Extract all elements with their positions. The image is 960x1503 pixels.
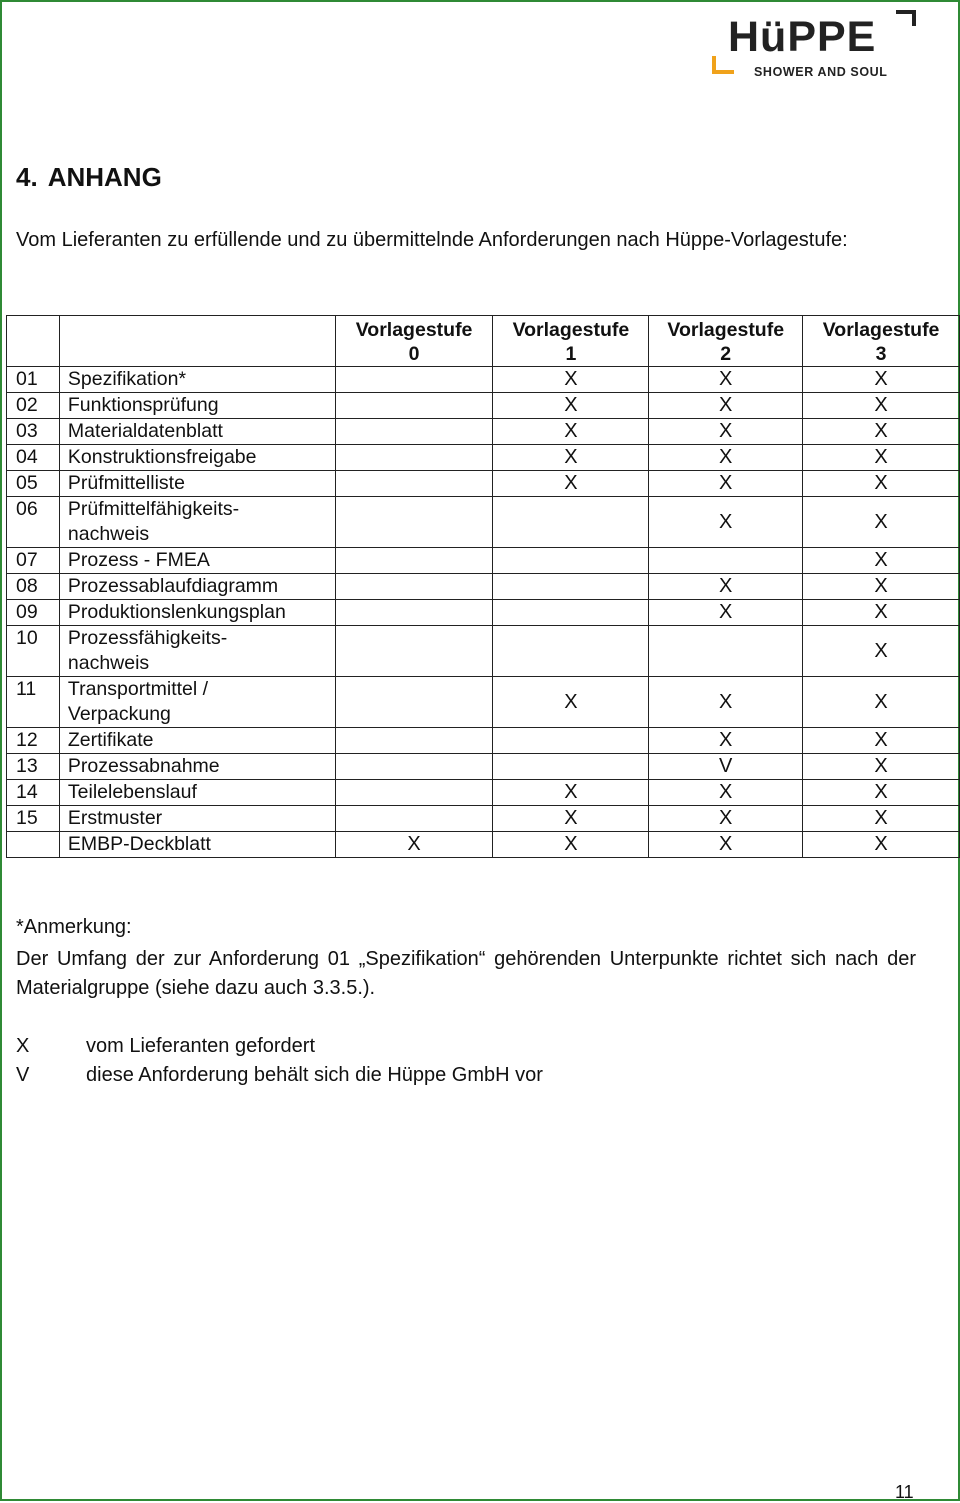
header-level-2: Vorlagestufe 2 [649,316,803,367]
requirement-mark-level-0 [335,393,493,419]
row-number: 06 [7,497,60,548]
requirement-mark-level-0 [335,754,493,780]
header-level-3: Vorlagestufe 3 [803,316,960,367]
requirement-mark-level-1: X [493,445,649,471]
requirement-mark-level-1 [493,600,649,626]
row-label: Prozessabnahme [59,754,335,780]
section-heading [16,162,162,193]
row-number: 08 [7,574,60,600]
requirement-mark-level-2: X [649,497,803,548]
logo-wordmark: HüPPE [728,13,877,61]
requirement-mark-level-0 [335,780,493,806]
table-body [7,367,960,858]
requirement-mark-level-1 [493,626,649,677]
table-row [7,728,960,754]
header-level-1: Vorlagestufe 1 [493,316,649,367]
requirement-mark-level-0 [335,548,493,574]
table-row [7,419,960,445]
row-number: 02 [7,393,60,419]
row-label: Materialdatenblatt [59,419,335,445]
requirement-mark-level-2: X [649,832,803,858]
requirement-mark-level-3: X [803,367,960,393]
requirement-mark-level-2 [649,548,803,574]
table-row [7,806,960,832]
row-number: 05 [7,471,60,497]
table-row [7,471,960,497]
table-row [7,393,960,419]
page-number: 11 [895,1482,914,1502]
requirement-mark-level-3: X [803,548,960,574]
requirement-mark-level-0 [335,600,493,626]
requirement-mark-level-1: X [493,471,649,497]
requirements-table [6,315,960,858]
row-number: 01 [7,367,60,393]
requirement-mark-level-2: X [649,600,803,626]
legend-item [16,1061,543,1090]
requirement-mark-level-0: X [335,832,493,858]
note-label: *Anmerkung: [16,916,132,938]
requirement-mark-level-2: X [649,728,803,754]
table-row [7,600,960,626]
requirement-mark-level-3: X [803,445,960,471]
table-row [7,780,960,806]
requirement-mark-level-0 [335,728,493,754]
requirement-mark-level-3: X [803,832,960,858]
table-row [7,626,960,677]
row-number: 11 [7,677,60,728]
table-row [7,367,960,393]
intro-paragraph: Vom Lieferanten zu erfüllende und zu übermittelnde Anforderungen nach Hüppe-Vorlagestufe: [16,229,848,251]
requirement-mark-level-2: V [649,754,803,780]
row-label: Produktionslenkungsplan [59,600,335,626]
requirement-mark-level-2: X [649,806,803,832]
table-row [7,832,960,858]
requirement-mark-level-1 [493,497,649,548]
requirement-mark-level-0 [335,367,493,393]
requirement-mark-level-1: X [493,677,649,728]
row-label: Prozess - FMEA [59,548,335,574]
requirement-mark-level-2: X [649,419,803,445]
requirement-mark-level-3: X [803,393,960,419]
requirement-mark-level-0 [335,677,493,728]
requirement-mark-level-3: X [803,471,960,497]
table-row [7,497,960,548]
table-row [7,574,960,600]
requirement-mark-level-2: X [649,780,803,806]
row-number: 10 [7,626,60,677]
row-label: Prüfmittelfähigkeits- nachweis [59,497,335,548]
requirement-mark-level-1: X [493,806,649,832]
row-label: Erstmuster [59,806,335,832]
table-header-row [7,316,960,367]
row-label: Prozessablaufdiagramm [59,574,335,600]
requirement-mark-level-3: X [803,626,960,677]
row-label: Konstruktionsfreigabe [59,445,335,471]
requirement-mark-level-3: X [803,574,960,600]
table-row [7,754,960,780]
table-row [7,677,960,728]
requirement-mark-level-3: X [803,677,960,728]
hueppe-logo [710,6,920,86]
row-label: Teilelebenslauf [59,780,335,806]
requirement-mark-level-1: X [493,367,649,393]
requirement-mark-level-2: X [649,574,803,600]
legend-item [16,1032,543,1061]
requirement-mark-level-1 [493,754,649,780]
row-label: Transportmittel / Verpackung [59,677,335,728]
requirement-mark-level-2: X [649,445,803,471]
requirement-mark-level-3: X [803,497,960,548]
requirement-mark-level-0 [335,419,493,445]
row-number: 15 [7,806,60,832]
row-label: Prüfmittelliste [59,471,335,497]
row-number: 03 [7,419,60,445]
legend-symbol: X [16,1035,30,1057]
row-number: 04 [7,445,60,471]
requirement-mark-level-0 [335,471,493,497]
row-number: 12 [7,728,60,754]
row-number: 07 [7,548,60,574]
row-label: Spezifikation* [59,367,335,393]
legend-meaning: vom Lieferanten gefordert [86,1035,316,1057]
requirement-mark-level-2: X [649,367,803,393]
table-row [7,445,960,471]
row-number: 13 [7,754,60,780]
requirement-mark-level-0 [335,626,493,677]
requirement-mark-level-3: X [803,419,960,445]
header-level-0: Vorlagestufe 0 [335,316,493,367]
row-label: EMBP-Deckblatt [59,832,335,858]
requirement-mark-level-1: X [493,780,649,806]
requirement-mark-level-3: X [803,754,960,780]
requirement-mark-level-1: X [493,419,649,445]
header-nr [7,316,60,367]
requirement-mark-level-2 [649,626,803,677]
note-text: Der Umfang der zur Anforderung 01 „Spezifikation“ gehörenden Unterpunkte richtet sich nach der Materialgruppe (siehe dazu auch 3.3.5.). [16,948,916,999]
legend [16,1032,543,1090]
requirement-mark-level-1: X [493,393,649,419]
requirement-mark-level-3: X [803,780,960,806]
requirement-mark-level-0 [335,445,493,471]
section-title: ANHANG [47,162,162,192]
requirement-mark-level-3: X [803,806,960,832]
table-row [7,548,960,574]
row-number: 14 [7,780,60,806]
requirement-mark-level-0 [335,806,493,832]
row-label: Funktionsprüfung [59,393,335,419]
requirement-mark-level-3: X [803,600,960,626]
requirement-mark-level-0 [335,574,493,600]
row-number: 09 [7,600,60,626]
row-number [7,832,60,858]
header-label [59,316,335,367]
legend-symbol: V [16,1064,30,1086]
requirement-mark-level-1 [493,574,649,600]
requirement-mark-level-1: X [493,832,649,858]
requirement-mark-level-3: X [803,728,960,754]
requirement-mark-level-2: X [649,393,803,419]
logo-tagline: SHOWER AND SOUL [754,65,888,79]
section-number: 4. [16,162,38,192]
row-label: Zertifikate [59,728,335,754]
requirement-mark-level-1 [493,548,649,574]
row-label: Prozessfähigkeits- nachweis [59,626,335,677]
legend-meaning: diese Anforderung behält sich die Hüppe GmbH vor [86,1064,543,1086]
requirement-mark-level-0 [335,497,493,548]
requirement-mark-level-1 [493,728,649,754]
requirement-mark-level-2: X [649,471,803,497]
requirement-mark-level-2: X [649,677,803,728]
